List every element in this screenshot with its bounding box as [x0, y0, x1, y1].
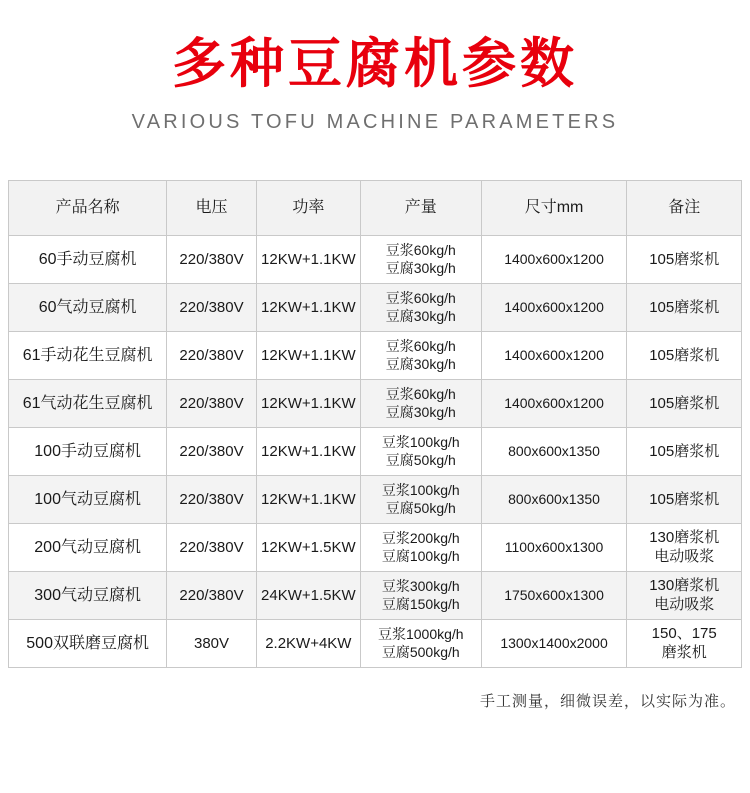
cell-note [627, 380, 742, 428]
cell-size: 1300x1400x2000 [481, 620, 627, 668]
cell-output [360, 476, 481, 524]
cell-product-name: 500双联磨豆腐机 [9, 620, 167, 668]
table-row [9, 284, 742, 332]
table-row [9, 572, 742, 620]
cell-note-line2: 电动吸浆 [654, 595, 715, 613]
cell-output [360, 524, 481, 572]
cell-size: 1400x600x1200 [481, 380, 627, 428]
cell-power: 12KW+1.5KW [256, 524, 360, 572]
cell-power: 12KW+1.1KW [256, 236, 360, 284]
cell-note-line1: 105磨浆机 [649, 298, 720, 316]
cell-output [360, 380, 481, 428]
cell-output-line1: 豆浆60kg/h [385, 338, 456, 355]
cell-size: 800x600x1350 [481, 428, 627, 476]
cell-note-line2: 磨浆机 [661, 643, 707, 661]
cell-output-line2: 豆腐150kg/h [381, 595, 460, 612]
cell-note [627, 620, 742, 668]
cell-note [627, 332, 742, 380]
cell-note-line1: 105磨浆机 [649, 490, 720, 508]
table-row [9, 620, 742, 668]
cell-power: 12KW+1.1KW [256, 380, 360, 428]
cell-power: 12KW+1.1KW [256, 284, 360, 332]
cell-size: 1750x600x1300 [481, 572, 627, 620]
spec-table-wrapper [8, 180, 742, 668]
table-header [9, 181, 742, 236]
column-header-name: 产品名称 [9, 181, 167, 236]
cell-power: 12KW+1.1KW [256, 428, 360, 476]
cell-size: 1100x600x1300 [481, 524, 627, 572]
cell-note [627, 428, 742, 476]
cell-output [360, 428, 481, 476]
cell-size: 1400x600x1200 [481, 332, 627, 380]
cell-output-line1: 豆浆60kg/h [385, 386, 456, 403]
cell-voltage: 220/380V [167, 476, 257, 524]
cell-output-line1: 豆浆60kg/h [385, 242, 456, 259]
page-subtitle: VARIOUS TOFU MACHINE PARAMETERS [131, 111, 619, 134]
cell-voltage: 220/380V [167, 380, 257, 428]
column-header-output: 产量 [360, 181, 481, 236]
cell-output-line1: 豆浆300kg/h [381, 578, 460, 595]
column-header-voltage: 电压 [167, 181, 257, 236]
cell-product-name: 100气动豆腐机 [9, 476, 167, 524]
cell-voltage: 220/380V [167, 332, 257, 380]
spec-table [8, 180, 742, 668]
table-row [9, 332, 742, 380]
cell-size: 800x600x1350 [481, 476, 627, 524]
column-header-note: 备注 [627, 181, 742, 236]
cell-output [360, 332, 481, 380]
cell-output-line2: 豆腐50kg/h [385, 451, 456, 468]
cell-voltage: 220/380V [167, 284, 257, 332]
cell-note-line1: 105磨浆机 [649, 250, 720, 268]
cell-output-line1: 豆浆100kg/h [381, 434, 460, 451]
cell-output-line1: 豆浆100kg/h [381, 482, 460, 499]
cell-output [360, 284, 481, 332]
cell-product-name: 300气动豆腐机 [9, 572, 167, 620]
cell-output-line2: 豆腐30kg/h [385, 307, 456, 324]
cell-product-name: 200气动豆腐机 [9, 524, 167, 572]
cell-output [360, 620, 481, 668]
cell-voltage: 380V [167, 620, 257, 668]
table-header-row [9, 181, 742, 236]
table-row [9, 428, 742, 476]
cell-note [627, 284, 742, 332]
cell-output-line2: 豆腐30kg/h [385, 355, 456, 372]
cell-output [360, 236, 481, 284]
cell-output-line2: 豆腐30kg/h [385, 403, 456, 420]
cell-power: 12KW+1.1KW [256, 476, 360, 524]
cell-product-name: 60手动豆腐机 [9, 236, 167, 284]
cell-output-line2: 豆腐100kg/h [381, 547, 460, 564]
cell-output-line1: 豆浆60kg/h [385, 290, 456, 307]
cell-note [627, 236, 742, 284]
cell-note [627, 524, 742, 572]
table-row [9, 380, 742, 428]
cell-note [627, 476, 742, 524]
table-body [9, 236, 742, 668]
cell-output-line1: 豆浆200kg/h [381, 530, 460, 547]
cell-output-line1: 豆浆1000kg/h [377, 626, 464, 643]
cell-note-line1: 105磨浆机 [649, 394, 720, 412]
page-title: 多种豆腐机参数 [172, 32, 578, 95]
cell-note-line1: 130磨浆机 [649, 577, 720, 595]
cell-power: 2.2KW+4KW [256, 620, 360, 668]
cell-size: 1400x600x1200 [481, 284, 627, 332]
cell-voltage: 220/380V [167, 572, 257, 620]
column-header-size: 尺寸mm [481, 181, 627, 236]
cell-note-line1: 105磨浆机 [649, 442, 720, 460]
cell-note-line1: 150、175 [651, 625, 717, 643]
cell-product-name: 61气动花生豆腐机 [9, 380, 167, 428]
cell-output-line2: 豆腐500kg/h [381, 643, 460, 660]
table-row [9, 524, 742, 572]
cell-voltage: 220/380V [167, 428, 257, 476]
cell-output-line2: 豆腐50kg/h [385, 499, 456, 516]
table-row [9, 236, 742, 284]
table-row [9, 476, 742, 524]
cell-note [627, 572, 742, 620]
footnote: 手工测量，细微误差，以实际为准。 [479, 693, 736, 711]
cell-product-name: 60气动豆腐机 [9, 284, 167, 332]
cell-power: 24KW+1.5KW [256, 572, 360, 620]
cell-voltage: 220/380V [167, 236, 257, 284]
cell-size: 1400x600x1200 [481, 236, 627, 284]
title-block [0, 0, 750, 134]
cell-note-line1: 130磨浆机 [649, 529, 720, 547]
column-header-power: 功率 [256, 181, 360, 236]
cell-note-line2: 电动吸浆 [654, 547, 715, 565]
cell-output-line2: 豆腐30kg/h [385, 259, 456, 276]
cell-note-line1: 105磨浆机 [649, 346, 720, 364]
cell-power: 12KW+1.1KW [256, 332, 360, 380]
cell-product-name: 61手动花生豆腐机 [9, 332, 167, 380]
cell-product-name: 100手动豆腐机 [9, 428, 167, 476]
cell-output [360, 572, 481, 620]
cell-voltage: 220/380V [167, 524, 257, 572]
